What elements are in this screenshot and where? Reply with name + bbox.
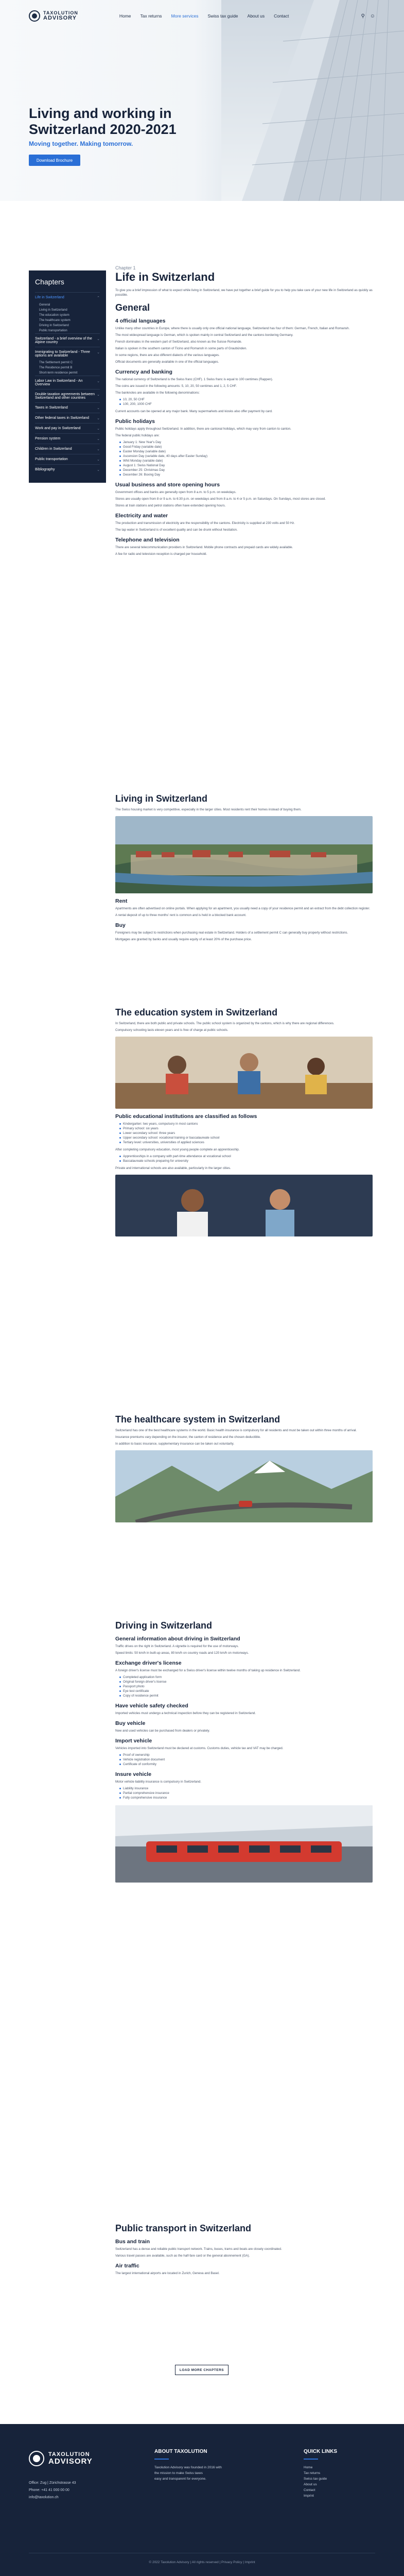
brand-line2: ADVISORY [43,15,77,21]
logo-icon [29,10,40,22]
chapter-title: Life in Switzerland [115,270,215,283]
chevron-down-icon: ⌄ [97,393,100,397]
brand-line1: TAXOLUTION [43,10,78,15]
section-healthcare [115,1409,373,1527]
apprenticeship-list [119,1154,373,1163]
footer-link[interactable]: Swiss tax guide [304,2477,327,2481]
paragraph: Insurance premiums vary depending on the insurer, the canton of residence and the chosen deductible. [115,1435,261,1439]
paragraph: Italian is spoken in the southern canton of Ticino and Romansh in some parts of Graubünden. [115,347,247,350]
paragraph: Traffic drives on the right in Switzerland. A vignette is required for the use of motorways. [115,1645,239,1648]
download-brochure-button[interactable]: Download Brochure [29,155,80,166]
paragraph: Foreigners may be subject to restrictions when purchasing real estate in Switzerland. Holders of a settlement permit C can generally buy property without restrictions. [115,931,348,935]
list-item: 100, 200, 1000 CHF [119,402,373,406]
list-item: Ascension Day (variable date, 40 days after Easter Sunday) [119,454,373,459]
footer-link[interactable]: Contact [304,2488,315,2492]
list-item: Passport photo [119,1684,373,1689]
paragraph: The national currency of Switzerland is the Swiss franc (CHF). 1 Swiss franc is equal to 100 centimes (Rappen). [115,378,273,381]
list-item: Fully comprehensive insurance [119,1795,373,1800]
brand-logo[interactable] [29,10,78,22]
paragraph: After completing compulsory education, most young people complete an apprenticeship. [115,1148,240,1151]
list-item: December 26: Boxing Day [119,472,373,477]
general-heading: General [115,302,150,313]
sidebar-chapter-6[interactable]: Taxes in Switzerland ⌄ [35,402,100,413]
insure-list [119,1786,373,1800]
hours-heading: Usual business and store opening hours [115,482,220,488]
mountain-road-image [115,1450,373,1522]
sidebar-chapter-1[interactable]: Life in Switzerland ⌃ [35,292,100,302]
nav-swiss-tax-guide[interactable]: Swiss tax guide [207,13,238,19]
paragraph: A foreign driver's license must be exchanged for a Swiss driver's license within twelve months of taking up residence in Switzerland. [115,1669,301,1672]
list-item: Proof of ownership [119,1753,373,1757]
paragraph: French dominates in the western part of Switzerland, also known as the Suisse Romande. [115,340,242,344]
currency-heading: Currency and banking [115,369,172,375]
footer-link[interactable]: Imprint [304,2494,314,2498]
bus-heading: Bus and train [115,2239,150,2245]
list-item: Certificate of conformity [119,1762,373,1767]
holidays-list [119,440,373,477]
nav-home[interactable]: Home [119,13,131,19]
chevron-down-icon: ⌄ [97,380,100,383]
sidebar-chapter-3[interactable]: Immigrating to Switzerland - Three options are available ⌄ [35,347,100,360]
paragraph: Apartments are often advertised on online portals. When applying for an apartment, you usually need a copy of your residence permit and an extract from the debt collection register. [115,907,370,910]
nav-tax-returns[interactable]: Tax returns [140,13,162,19]
sidebar-chapter-2[interactable]: Switzerland - a brief overview of the Alpine country ⌄ [35,333,100,347]
sidebar-chapter-8[interactable]: Work and pay in Switzerland ⌄ [35,423,100,433]
sidebar-sub-item[interactable]: The Residence permit B [39,366,73,369]
paragraph: A rental deposit of up to three months' rent is common and is held in a blocked bank account. [115,913,247,917]
chevron-down-icon: ⌄ [97,427,100,431]
search-icon[interactable]: ⚲ [361,13,365,19]
rent-heading: Rent [115,898,128,904]
paragraph: Public holidays apply throughout Switzerland. In addition, there are cantonal holidays, which may vary from canton to canton. [115,427,291,431]
copyright-text: © 2022 Taxolution Advisory | All rights reserved | Privacy Policy | Imprint [149,2561,255,2564]
chevron-down-icon: ⌄ [97,337,100,341]
sidebar-sub-item[interactable]: General [39,303,50,307]
footer-contact [29,2480,76,2501]
buy-vehicle-heading: Buy vehicle [115,1720,146,1726]
train-station-image [115,1805,373,1883]
living-heading: Living in Switzerland [115,793,208,804]
footer-quick-links: QUICK LINKS Home Tax returns Swiss tax guide About us Contact Imprint [304,2449,337,2498]
section-living [115,788,373,944]
paragraph: The Swiss housing market is very competitive, especially in the larger cities. Most residents rent their homes instead of buying them. [115,808,302,811]
hero-title: Living and working in Switzerland 2020-2021 [29,106,177,137]
list-item: Upper secondary school: vocational training or baccalaureate school [119,1136,373,1140]
paragraph: Various travel passes are available, such as the half-fare card or the general abonnement (GA). [115,2254,250,2258]
students-image [115,1175,373,1236]
currency-list [119,397,373,406]
footer-link[interactable]: About us [304,2483,317,2486]
paragraph: Government offices and banks are generally open from 8 a.m. to 5 p.m. on weekdays. [115,490,237,494]
chevron-down-icon: ⌄ [97,351,100,354]
paragraph: Stores are usually open from 8 or 9 a.m. to 6:30 p.m. on weekdays and from 8 a.m. to 4 or 5 p.m. on Saturdays. On Sundays, most stores are closed. [115,497,326,501]
list-item: Eye test certificate [119,1689,373,1693]
languages-heading: 4 official languages [115,318,166,324]
paragraph: Official documents are generally available in one of the official languages. [115,360,219,364]
chevron-up-icon: ⌃ [97,296,100,300]
public-edu-list [119,1122,373,1145]
list-item: Tertiary level: universities, universities of applied sciences [119,1140,373,1145]
telephone-heading: Telephone and television [115,537,180,543]
intro-text: To give you a brief impression of what to expect while living in Switzerland, we have put together a brief guide for you to help you take care of your new life in Switzerland as quickly as possible. [115,289,373,297]
paragraph: A fee for radio and television reception is charged per household. [115,552,207,556]
electricity-heading: Electricity and water [115,513,168,519]
paragraph: In some regions, there are also different dialects of the various languages. [115,353,220,357]
paragraph: Vehicles imported into Switzerland must be declared at customs. Customs duties, vehicle tax and VAT may be charged. [115,1747,284,1750]
paragraph: Unlike many other countries in Europe, where there is usually only one official national language, Switzerland has four of them: German, French, Italian and Romansh. [115,327,350,330]
user-icon[interactable]: ☺ [370,13,375,19]
healthcare-heading: The healthcare system in Switzerland [115,1414,280,1425]
email-text[interactable]: info@taxolution.ch [29,2496,59,2499]
paragraph: There are several telecommunication providers in Switzerland. Mobile phone contracts and prepaid cards are widely available. [115,546,293,549]
section-life-in-switzerland [115,265,373,558]
hero-subtitle: Moving together. Making tomorrow. [29,140,133,147]
sidebar-chapter-12[interactable]: Bibliography ⌄ [35,464,100,474]
transport-heading: Public transport in Switzerland [115,2223,252,2233]
footer-link[interactable]: Tax returns [304,2471,321,2475]
sidebar-sub-item[interactable]: The Settlement permit C [39,361,73,364]
driving-info-heading: General information about driving in Switzerland [115,1636,240,1642]
sidebar-chapter-7[interactable]: Other federal taxes in Switzerland ⌄ [35,413,100,423]
section-driving [115,1615,373,1888]
paragraph: The largest international airports are located in Zurich, Geneva and Basel. [115,2272,220,2275]
sidebar-sub-item[interactable]: The education system [39,314,69,317]
paragraph: The production and transmission of electricity are the responsibility of the cantons. Electricity is supplied at 230 volts and 50 Hz. [115,521,295,525]
buy-heading: Buy [115,922,126,928]
list-item: December 25: Christmas Day [119,468,373,472]
list-item: 10, 20, 50 CHF [119,397,373,402]
paragraph: Speed limits: 50 km/h in built-up areas, 80 km/h on country roads and 120 km/h on motorways. [115,1651,249,1655]
section-transport [115,2218,373,2278]
paragraph: The banknotes are available in the following denominations: [115,391,200,395]
list-item: Easter Monday (variable date) [119,449,373,454]
sidebar-sub-item[interactable]: Living in Switzerland [39,309,67,312]
city-panorama-image [115,816,373,893]
chapters-sidebar [29,270,106,483]
list-item: Kindergarten: two years, compulsory in most cantons [119,1122,373,1126]
list-item: Liability insurance [119,1786,373,1791]
paragraph: Imported vehicles must undergo a technical inspection before they can be registered in Switzerland. [115,1711,256,1715]
sidebar-chapter-5[interactable]: Double taxation agreements between Switzerland and other countries ⌄ [35,389,100,402]
driving-heading: Driving in Switzerland [115,1620,213,1631]
list-item: Vehicle registration document [119,1757,373,1762]
paragraph: Stores at train stations and petrol stations often have extended opening hours. [115,504,226,507]
top-navigation [0,0,404,32]
chapter-label: Chapter 1 [115,265,136,270]
nav-about-us[interactable]: About us [247,13,265,19]
paragraph: In Switzerland, there are both public and private schools. The public school system is organized by the cantons, which is why there are regional differences. [115,1022,335,1025]
list-item: Completed application form [119,1675,373,1680]
paragraph: In addition to basic insurance, supplementary insurance can be taken out voluntarily. [115,1442,235,1446]
safety-heading: Have vehicle safety checked [115,1703,188,1709]
sidebar-sub-item[interactable]: Public transportation [39,329,67,332]
chevron-down-icon: ⌄ [97,448,100,451]
chevron-down-icon: ⌄ [97,468,100,472]
sidebar-chapter-4[interactable]: Labor Law in Switzerland - An Overview ⌄ [35,376,100,389]
list-item: August 1: Swiss National Day [119,463,373,468]
sidebar-chapter-11[interactable]: Public transportation ⌄ [35,454,100,464]
list-item: Whit Monday (variable date) [119,459,373,463]
public-edu-heading: Public educational institutions are classified as follows [115,1113,257,1120]
list-item: Baccalaureate schools preparing for university [119,1159,373,1163]
chevron-down-icon: ⌄ [97,437,100,441]
list-item: Apprenticeships in a company with part-time attendance at vocational school [119,1154,373,1159]
location-text: Office: Zug | Zürichstrasse 43 [29,2481,76,2485]
sidebar-sub-item[interactable]: The healthcare system [39,319,71,322]
insure-heading: Insure vehicle [115,1771,152,1777]
classroom-image [115,1037,373,1109]
import-heading: Import vehicle [115,1738,152,1744]
footer-about: ABOUT TAXOLUTION Taxolution Advisory was founded in 2016 with the mission to make Swiss taxes easy and transparent for everyone. [154,2449,222,2481]
paragraph: The coins are issued in the following amounts: 5, 10, 20, 50 centimes and 1, 2, 5 CHF. [115,384,237,388]
sidebar-title: Chapters [35,278,64,286]
nav-more-services[interactable]: More services [171,13,199,19]
air-heading: Air traffic [115,2263,139,2269]
paragraph: Mortgages are granted by banks and usually require equity of at least 20% of the purchase price. [115,938,252,941]
import-list [119,1753,373,1767]
main-nav [119,13,289,19]
paragraph: Private and international schools are also available, particularly in the larger cities. [115,1166,231,1170]
phone-text[interactable]: Phone: +41 41 000 00 00 [29,2488,69,2492]
list-item: Good Friday (variable date) [119,445,373,449]
paragraph: The most widespread language is German, which is spoken mainly in central Switzerland and the cantons bordering Germany. [115,333,293,337]
footer-link[interactable]: Home [304,2466,313,2469]
footer-logo[interactable]: TAXOLUTION ADVISORY [29,2451,93,2466]
sidebar-sub-item[interactable]: Driving in Switzerland [39,324,69,327]
license-list [119,1675,373,1698]
license-heading: Exchange driver's license [115,1660,182,1666]
site-footer [0,2424,404,2576]
holidays-heading: Public holidays [115,418,155,425]
logo-icon [29,2451,44,2466]
paragraph: New and used vehicles can be purchased from dealers or privately. [115,1729,210,1733]
paragraph: Switzerland has a dense and reliable public transport network. Trains, buses, trams and boats are closely coordinated. [115,2247,282,2251]
sidebar-chapter-10[interactable]: Children in Switzerland ⌄ [35,444,100,454]
list-item: Original foreign driver's license [119,1680,373,1684]
load-more-chapters-button[interactable]: LOAD MORE CHAPTERS [175,2365,229,2375]
paragraph: The tap water in Switzerland is of excellent quality and can be drunk without hesitation. [115,528,238,532]
paragraph: The federal public holidays are: [115,434,160,437]
section-education [115,1002,373,1241]
chevron-down-icon: ⌄ [97,406,100,410]
nav-contact[interactable]: Contact [274,13,289,19]
paragraph: Motor vehicle liability insurance is compulsory in Switzerland. [115,1780,202,1784]
list-item: Partial comprehensive insurance [119,1791,373,1795]
paragraph: Current accounts can be opened at any major bank. Many supermarkets and kiosks also offer payment by card. [115,410,273,413]
sidebar-chapter-9[interactable]: Pension system ⌄ [35,433,100,444]
paragraph: Compulsory schooling lasts eleven years and is free of charge at public schools. [115,1028,229,1032]
chevron-down-icon: ⌄ [97,458,100,462]
list-item: January 1: New Year's Day [119,440,373,445]
paragraph: Switzerland has one of the best healthcare systems in the world. Basic health insurance is compulsory for all residents and must be taken out within three months of arrival. [115,1429,357,1432]
chevron-down-icon: ⌄ [97,417,100,420]
list-item: Lower secondary school: three years [119,1131,373,1136]
education-heading: The education system in Switzerland [115,1007,278,1018]
sidebar-sub-item[interactable]: Short-term residence permit [39,371,78,375]
list-item: Primary school: six years [119,1126,373,1131]
list-item: Copy of residence permit [119,1693,373,1698]
